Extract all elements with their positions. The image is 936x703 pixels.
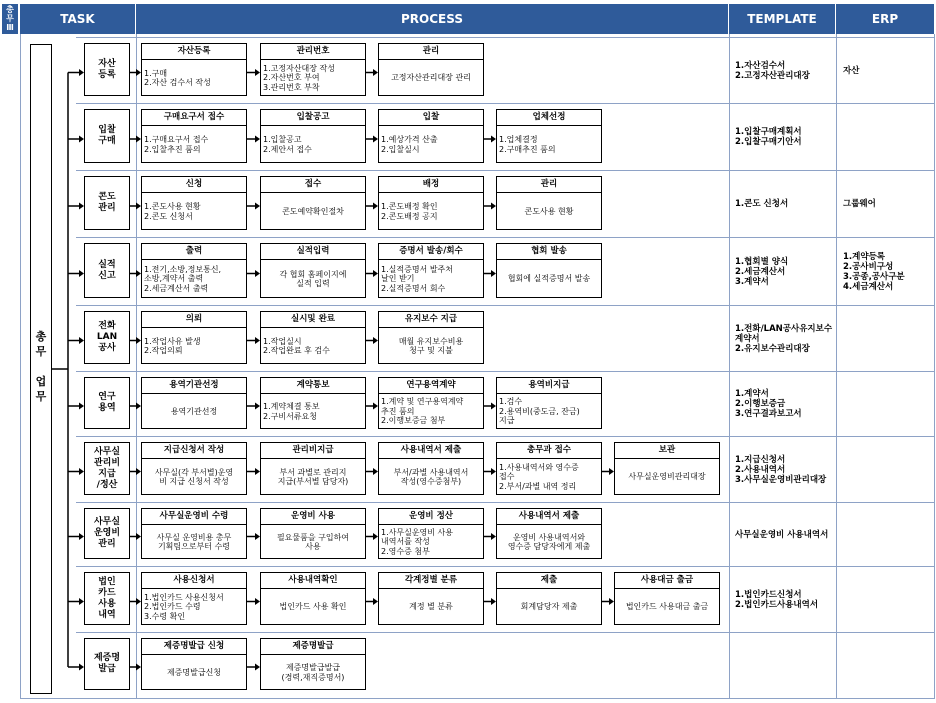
process-step-body: 고정자산관리대장 관리 — [391, 73, 471, 83]
process-step — [378, 43, 484, 96]
process-step-body: 매월 유지보수비용 청구 및 지불 — [398, 336, 464, 355]
process-step — [496, 176, 602, 230]
process-step — [496, 377, 602, 429]
process-step — [260, 442, 366, 495]
process-step — [141, 109, 247, 163]
grid-row-line — [76, 502, 934, 503]
section-tab — [2, 4, 18, 34]
process-step-title: 실적입력 — [261, 244, 365, 260]
process-step — [260, 311, 366, 364]
process-step — [260, 43, 366, 96]
process-step-body: 1.구매 2.자산 검수서 작성 — [144, 68, 211, 87]
process-step — [141, 243, 247, 298]
process-step-title: 보관 — [615, 443, 719, 459]
erp-cell: 그룹웨어 — [843, 199, 876, 209]
task-box: 제증명 발급 — [84, 638, 130, 690]
root-category-char: 무 — [35, 390, 47, 403]
task-box: 전화 LAN 공사 — [84, 311, 130, 364]
process-step-body: 용역기관선정 — [170, 406, 218, 416]
process-step — [141, 572, 247, 625]
process-step — [496, 109, 602, 163]
process-step-body: 1.예상가격 산출 2.입찰실시 — [381, 135, 438, 154]
grid-column-line — [20, 34, 21, 699]
task-box: 실적 신고 — [84, 243, 130, 298]
process-step-title: 증명서 발송/회수 — [379, 244, 483, 260]
process-step-body: 사무실 운영비용 총무 기획팀으로부터 수령 — [156, 532, 232, 551]
process-step — [260, 176, 366, 230]
task-box: 콘도 관리 — [84, 176, 130, 230]
template-cell: 1.입찰구매계획서 2.입찰구매기안서 — [735, 127, 802, 147]
process-step — [141, 442, 247, 495]
process-step-title: 신청 — [142, 177, 246, 193]
process-step-title: 의뢰 — [142, 312, 246, 328]
grid-row-line — [76, 436, 934, 437]
process-step — [260, 377, 366, 429]
process-step-body: 제증명발급발급 (경력,재직증명서) — [281, 663, 345, 682]
process-step — [141, 377, 247, 429]
process-step — [378, 377, 484, 429]
erp-cell: 자산 — [843, 65, 860, 76]
grid-row-line — [76, 103, 934, 104]
process-step-body: 1.전기,소방,정보통신, 소방,계약서 출력 2.세금계산서 출력 — [144, 264, 222, 293]
process-step-title: 사무실운영비 수령 — [142, 509, 246, 525]
task-box: 연구 용역 — [84, 377, 130, 429]
header-process: PROCESS — [136, 4, 729, 34]
process-step-body: 사무실(각 부서별)운영 비 지급 신청서 작성 — [154, 467, 234, 486]
process-step — [141, 43, 247, 96]
erp-cell: 1.계약등록 2.공사비구성 3.공종,공사구분 4.세금계산서 — [843, 251, 905, 292]
process-step-title: 협회 발송 — [497, 244, 601, 260]
process-step — [378, 109, 484, 163]
header-erp: ERP — [836, 4, 934, 34]
process-step-title: 계약통보 — [261, 378, 365, 394]
process-step-body: 1.입찰공고 2.제안서 접수 — [263, 135, 312, 154]
process-step-body: 부서/과별 사용내역서 작성(영수증첨부) — [393, 467, 469, 486]
process-step — [378, 176, 484, 230]
task-box: 법인 카드 사용 내역 — [84, 572, 130, 625]
grid-column-line — [729, 34, 730, 699]
process-step-title: 각계정별 분류 — [379, 573, 483, 589]
process-step-title: 실시및 완료 — [261, 312, 365, 328]
process-step — [614, 442, 720, 495]
grid-row-line — [76, 37, 934, 38]
root-category-char: 업 — [35, 375, 47, 388]
grid-row-line — [76, 237, 934, 238]
template-cell: 1.자산검수서 2.고정자산관리대장 — [735, 60, 810, 81]
process-step-body: 1.콘도사용 현황 2.콘도 신청서 — [144, 202, 201, 221]
root-category-char: 무 — [35, 345, 47, 358]
process-step-body: 1.콘도배정 확인 2.콘도배정 공지 — [381, 202, 438, 221]
process-step — [141, 311, 247, 364]
process-step-title: 관리비지급 — [261, 443, 365, 459]
process-step — [496, 243, 602, 298]
process-step-body: 콘도예약확인절차 — [282, 206, 344, 216]
template-cell: 사무실운영비 사용내역서 — [735, 529, 829, 540]
process-step-body: 1.업체결정 2.구매추진 품의 — [499, 135, 556, 154]
process-step-title: 사용신청서 — [142, 573, 246, 589]
process-step-title: 업체선정 — [497, 110, 601, 126]
process-step-title: 입찰 — [379, 110, 483, 126]
process-step-body: 각 협회 홈페이지에 실적 입력 — [279, 269, 347, 288]
process-step-body: 1.계약체결 통보 2.구비서류요청 — [263, 402, 320, 421]
process-step — [141, 176, 247, 230]
process-step — [378, 572, 484, 625]
process-step-body: 법인카드 사용 확인 — [279, 602, 347, 612]
process-step-title: 제증명발급 신청 — [142, 639, 246, 655]
process-step-body: 제증명발급신청 — [166, 667, 222, 677]
process-step-title: 배정 — [379, 177, 483, 193]
grid-row-line — [76, 305, 934, 306]
process-step — [141, 638, 247, 690]
process-step-body: 1.실적증명서 발주처 날인 받기 2.실적증명서 회수 — [381, 264, 453, 293]
task-box: 입찰 구매 — [84, 109, 130, 163]
process-step — [260, 243, 366, 298]
process-step-title: 사용대금 출금 — [615, 573, 719, 589]
header-template: TEMPLATE — [729, 4, 836, 34]
template-cell: 1.협회별 양식 2.세금계산서 3.계약서 — [735, 256, 789, 287]
process-step — [378, 243, 484, 298]
template-cell: 1.지급신청서 2.사용내역서 3.사무실운영비관리대장 — [735, 454, 827, 485]
process-step-title: 출력 — [142, 244, 246, 260]
process-step — [260, 508, 366, 559]
process-step-body: 1.법인카드 사용신청서 2.법인카드 수령 3.수령 확인 — [144, 592, 224, 621]
process-step-body: 운영비 사용내역서와 영수증 담당자에게 제출 — [507, 532, 591, 551]
process-step-body: 계정 별 분류 — [409, 602, 453, 612]
header-task: TASK — [20, 4, 136, 34]
task-box: 사무실 운영비 관리 — [84, 508, 130, 559]
template-cell: 1.계약서 2.이행보증금 3.연구결과보고서 — [735, 389, 802, 419]
process-step-body: 1.고정자산대장 작성 2.자산번호 부여 3.관리번호 부착 — [263, 63, 335, 92]
process-step-title: 운영비 사용 — [261, 509, 365, 525]
process-step-title: 제증명발급 — [261, 639, 365, 655]
grid-row-line — [76, 371, 934, 372]
process-step-title: 사용내역확인 — [261, 573, 365, 589]
process-step-title: 관리 — [379, 44, 483, 60]
template-cell: 1.법인카드신청서 2.법인카드사용내역서 — [735, 589, 819, 610]
process-step-body: 1.작업사유 발생 2.작업의뢰 — [144, 336, 201, 355]
process-step — [614, 572, 720, 625]
process-step — [141, 508, 247, 559]
grid-row-line — [76, 566, 934, 567]
process-step-body: 콘도사용 현황 — [524, 206, 574, 216]
process-step-body: 사무실운영비관리대장 — [628, 472, 706, 482]
process-step-body: 1.계약 및 연구용역계약 추진 품의 2.이행보증금 첨부 — [381, 397, 464, 426]
process-step-title: 용역비지급 — [497, 378, 601, 394]
process-step — [260, 109, 366, 163]
process-step-title: 사용내역서 제출 — [379, 443, 483, 459]
process-step-body: 1.사용내역서와 영수증 접수 2.부서/과별 내역 정리 — [499, 462, 579, 491]
process-step-body: 1.검수 2.용역비(중도금, 잔금) 지급 — [499, 397, 580, 426]
grid-row-line — [20, 698, 934, 699]
process-step — [260, 638, 366, 690]
process-step — [260, 572, 366, 625]
process-step-body: 법인카드 사용대금 출금 — [625, 602, 709, 612]
process-step-title: 자산등록 — [142, 44, 246, 60]
process-step-title: 지급신청서 작성 — [142, 443, 246, 459]
process-step-title: 운영비 정산 — [379, 509, 483, 525]
process-step-title: 구매요구서 접수 — [142, 110, 246, 126]
process-step — [378, 508, 484, 559]
template-cell: 1.콘도 신청서 — [735, 199, 789, 209]
process-step-body: 1.작업실시 2.작업완료 후 검수 — [263, 336, 330, 355]
task-box: 사무실 관리비 지급 /정산 — [84, 442, 130, 495]
section-tab-label: 총 무 Ⅲ — [6, 5, 14, 32]
grid-row-line — [76, 632, 934, 633]
process-step — [496, 442, 602, 495]
process-step-body: 회계담당자 제출 — [520, 602, 578, 612]
process-step-body: 1.사무실운영비 사용 내역서를 작성 2.영수증 첨부 — [381, 527, 453, 556]
grid-column-line — [136, 34, 137, 699]
process-step-title: 관리번호 — [261, 44, 365, 60]
process-step — [496, 572, 602, 625]
root-category — [30, 44, 52, 694]
process-step-body: 1.구매요구서 접수 2.입찰추진 품의 — [144, 135, 209, 154]
template-cell: 1.전화/LAN공사유지보수 계약서 2.유지보수관리대장 — [735, 323, 833, 354]
process-step-title: 관리 — [497, 177, 601, 193]
process-step-title: 사용내역서 제출 — [497, 509, 601, 525]
process-step — [378, 442, 484, 495]
process-step-body: 부서 과별로 관리지 지급(부서별 담당자) — [277, 467, 349, 486]
process-step — [378, 311, 484, 364]
grid-row-line — [76, 170, 934, 171]
process-step-title: 접수 — [261, 177, 365, 193]
process-step-title: 연구용역계약 — [379, 378, 483, 394]
process-step-body: 협회에 실적증명서 발송 — [507, 274, 591, 284]
process-step-title: 입찰공고 — [261, 110, 365, 126]
grid-column-line — [934, 34, 935, 699]
process-step-title: 용역기관선정 — [142, 378, 246, 394]
task-box: 자산 등록 — [84, 43, 130, 96]
process-step-title: 유지보수 지급 — [379, 312, 483, 328]
process-step-title: 총무과 접수 — [497, 443, 601, 459]
root-category-char: 총 — [35, 330, 47, 343]
process-step-body: 필요물품을 구입하여 사용 — [276, 532, 350, 551]
process-step-title: 제출 — [497, 573, 601, 589]
process-step — [496, 508, 602, 559]
